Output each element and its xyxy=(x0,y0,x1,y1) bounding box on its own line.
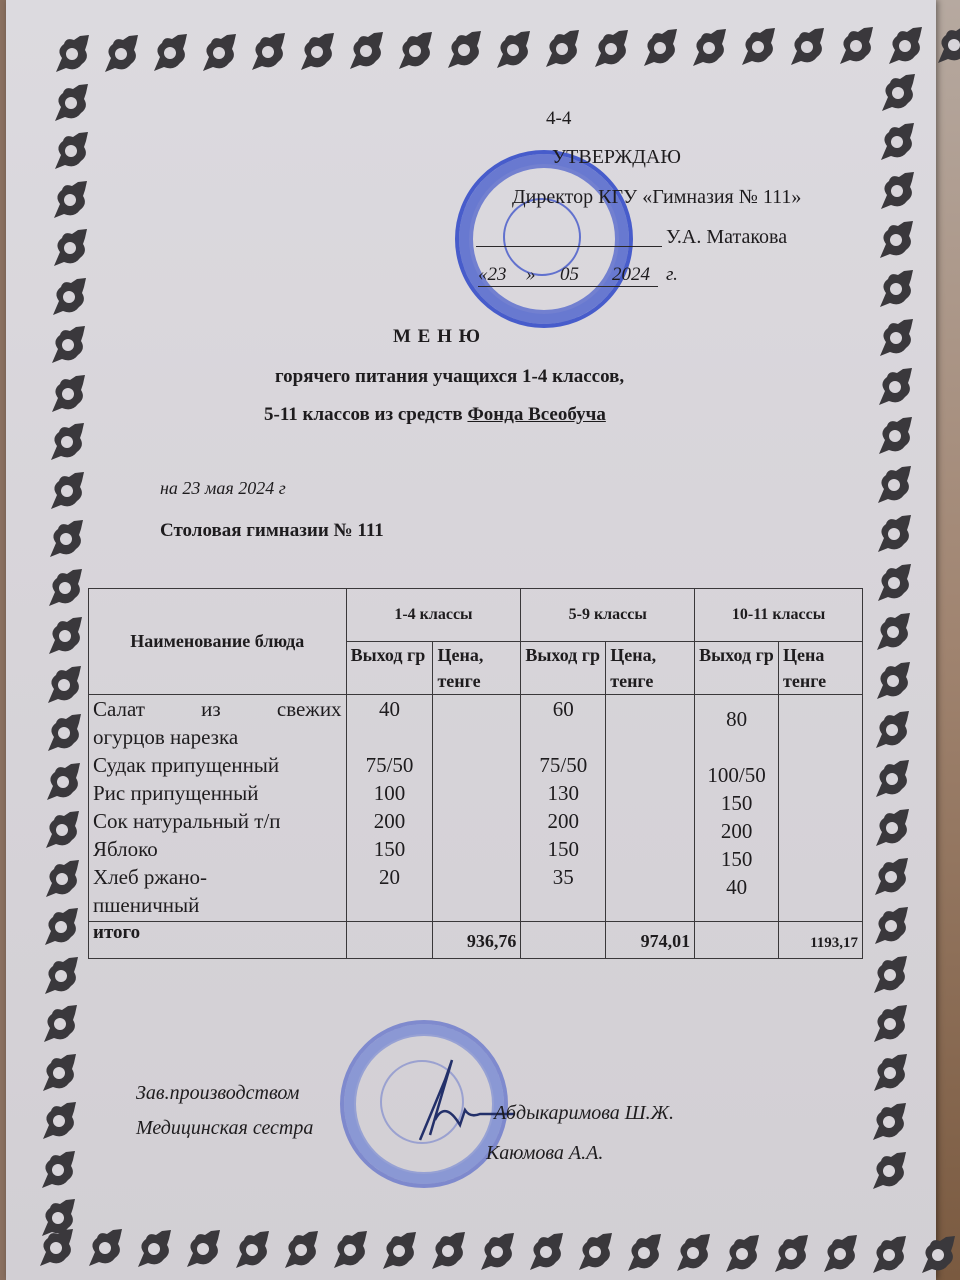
ornament-icon xyxy=(51,83,91,123)
yield-value: 150 xyxy=(720,847,753,871)
ornament-icon xyxy=(624,1233,664,1273)
production-role: Зав.производством xyxy=(136,1082,300,1104)
header-dish-name: Наименование блюда xyxy=(89,589,347,695)
ornament-icon xyxy=(36,1228,76,1268)
ornament-icon xyxy=(40,1004,80,1044)
official-stamp-top xyxy=(455,150,633,328)
yield-value: 40 xyxy=(726,875,748,899)
page-number: 4-4 xyxy=(546,108,572,129)
ornament-icon xyxy=(640,28,680,68)
ornament-icon xyxy=(44,713,84,753)
approval-date-sep: » xyxy=(526,264,536,285)
ornament-icon xyxy=(875,416,915,456)
ornament-icon xyxy=(836,26,876,66)
ornament-icon xyxy=(297,32,337,72)
subtitle-prefix: 5-11 классов из средств xyxy=(264,404,463,425)
ornament-icon xyxy=(869,1102,909,1142)
approval-position: Директор КГУ «Гимназия № 111» xyxy=(512,186,802,208)
dish-juice: Сок натуральный т/п xyxy=(93,809,281,833)
ornament-icon xyxy=(820,1234,860,1274)
ornament-icon xyxy=(47,471,87,511)
total-yield-10-11 xyxy=(695,922,779,959)
ornament-icon xyxy=(872,710,912,750)
document-title: М Е Н Ю xyxy=(393,326,482,347)
header-yield-1-4: Выход гр xyxy=(346,642,433,695)
ornament-icon xyxy=(874,465,914,505)
ornament-icon xyxy=(873,612,913,652)
approval-director-name: У.А. Матакова xyxy=(666,226,788,248)
nurse-role: Медицинская сестра xyxy=(136,1117,314,1139)
yield-value: 130 xyxy=(547,781,580,805)
table-row-dishes xyxy=(89,695,863,922)
yield-value: 80 xyxy=(726,707,748,731)
ornament-icon xyxy=(738,27,778,67)
ornament-icon xyxy=(877,122,917,162)
date-underline xyxy=(478,286,658,287)
ornament-icon xyxy=(871,906,911,946)
yield-value: 150 xyxy=(373,837,406,861)
ornament-icon xyxy=(542,29,582,69)
total-yield-1-4 xyxy=(346,922,433,959)
approval-date-year: 2024 xyxy=(612,264,650,285)
yield-value: 200 xyxy=(373,809,406,833)
ornament-icon xyxy=(934,25,960,65)
ornament-icon xyxy=(873,661,913,701)
ornament-icon xyxy=(42,859,82,899)
approval-date-month: 05 xyxy=(560,264,579,285)
ornament-icon xyxy=(876,269,916,309)
ornament-icon xyxy=(42,810,82,850)
ornament-icon xyxy=(428,1231,468,1271)
dish-apple: Яблоко xyxy=(93,837,158,861)
ornament-icon xyxy=(39,1101,79,1141)
ornament-icon xyxy=(870,1053,910,1093)
ornament-icon xyxy=(787,27,827,67)
yield-1-4-cell xyxy=(346,695,433,922)
dish-salad-line1: Салат из свежих xyxy=(93,697,342,721)
price-10-11-cell xyxy=(779,695,863,922)
yield-10-11-cell xyxy=(695,695,779,922)
menu-table xyxy=(88,588,863,959)
ornament-icon xyxy=(689,28,729,68)
document-subtitle-line2 xyxy=(264,404,606,426)
dish-salad-line2: огурцов нарезка xyxy=(93,725,239,749)
ornament-icon xyxy=(39,1053,79,1093)
ornament-icon xyxy=(877,171,917,211)
ornament-icon xyxy=(134,1229,174,1269)
ornament-icon xyxy=(526,1232,566,1272)
ornament-icon xyxy=(869,1235,909,1275)
ornament-icon xyxy=(46,519,86,559)
ornament-icon xyxy=(870,1004,910,1044)
ornament-icon xyxy=(872,759,912,799)
ornament-icon xyxy=(38,1150,78,1190)
ornament-icon xyxy=(771,1234,811,1274)
ornament-icon xyxy=(876,318,916,358)
ornament-icon xyxy=(45,568,85,608)
price-5-9-cell xyxy=(606,695,695,922)
dish-pikeperch: Судак припущенный xyxy=(93,753,280,777)
director-signature-line xyxy=(476,246,662,247)
header-group-5-9: 5-9 классы xyxy=(521,589,695,642)
header-price-10-11: Цена тенге xyxy=(779,642,863,695)
yield-value: 100/50 xyxy=(707,763,766,787)
ornament-icon xyxy=(379,1231,419,1271)
ornament-icon xyxy=(673,1233,713,1273)
dish-list-cell xyxy=(89,695,347,922)
ornament-icon xyxy=(722,1234,762,1274)
yield-value: 200 xyxy=(547,809,580,833)
canteen-name: Столовая гимназии № 111 xyxy=(160,520,384,541)
fund-name: Фонда Всеобуча xyxy=(467,404,606,425)
dish-bread-line2: пшеничный xyxy=(93,893,200,917)
ornament-icon xyxy=(43,762,83,802)
ornament-icon xyxy=(876,220,916,260)
ornament-icon xyxy=(51,131,91,171)
yield-value: 100 xyxy=(373,781,406,805)
ornament-icon xyxy=(85,1228,125,1268)
ornament-icon xyxy=(591,29,631,69)
approval-date-suffix: г. xyxy=(666,264,678,285)
ornament-icon xyxy=(150,33,190,73)
ornament-icon xyxy=(50,228,90,268)
ornament-icon xyxy=(47,422,87,462)
yield-value: 75/50 xyxy=(365,753,414,777)
yield-value: 60 xyxy=(552,697,574,721)
ornament-icon xyxy=(232,1230,272,1270)
ornament-icon xyxy=(41,956,81,996)
total-price-10-11: 1193,17 xyxy=(779,922,863,959)
ornament-icon xyxy=(49,277,89,317)
yield-value: 35 xyxy=(552,865,574,889)
header-group-1-4: 1-4 классы xyxy=(346,589,521,642)
header-group-10-11: 10-11 классы xyxy=(695,589,863,642)
ornament-icon xyxy=(101,34,141,74)
yield-value: 150 xyxy=(547,837,580,861)
ornament-icon xyxy=(878,73,918,113)
ornament-icon xyxy=(281,1230,321,1270)
total-price-1-4: 936,76 xyxy=(433,922,521,959)
ornament-icon xyxy=(183,1229,223,1269)
signature-scribble xyxy=(390,1040,520,1150)
ornament-icon xyxy=(871,857,911,897)
yield-value: 75/50 xyxy=(539,753,588,777)
price-1-4-cell xyxy=(433,695,521,922)
ornament-icon xyxy=(872,808,912,848)
yield-value: 20 xyxy=(379,865,400,889)
total-label: итого xyxy=(89,922,347,959)
ornament-icon xyxy=(575,1232,615,1272)
document-subtitle-line1: горячего питания учащихся 1-4 классов, xyxy=(275,366,625,387)
table-row-total xyxy=(89,922,863,959)
ornament-icon xyxy=(493,30,533,70)
ornament-icon xyxy=(444,30,484,70)
yield-value: 200 xyxy=(720,819,753,843)
yield-value: 150 xyxy=(720,791,753,815)
ornament-icon xyxy=(52,34,92,74)
ornament-icon xyxy=(248,32,288,72)
ornament-icon xyxy=(48,374,88,414)
ornament-icon xyxy=(885,26,925,66)
ornament-icon xyxy=(346,31,386,71)
header-price-5-9: Цена, тенге xyxy=(606,642,695,695)
ornament-icon xyxy=(477,1232,517,1272)
ornament-icon xyxy=(918,1235,958,1275)
ornament-icon xyxy=(199,33,239,73)
production-name: Абдыкаримова Ш.Ж. xyxy=(494,1102,674,1124)
yield-5-9-cell xyxy=(521,695,606,922)
total-price-5-9: 974,01 xyxy=(606,922,695,959)
ornament-icon xyxy=(869,1151,909,1191)
yield-value: 40 xyxy=(379,697,400,721)
ornament-icon xyxy=(45,616,85,656)
header-price-1-4: Цена, тенге xyxy=(433,642,521,695)
header-yield-5-9: Выход гр xyxy=(521,642,606,695)
ornament-icon xyxy=(41,907,81,947)
ornament-icon xyxy=(874,514,914,554)
ornament-icon xyxy=(44,665,84,705)
nurse-name: Каюмова А.А. xyxy=(486,1142,604,1164)
approval-date-open: «23 xyxy=(478,264,507,285)
ornament-icon xyxy=(874,563,914,603)
dish-rice: Рис припущенный xyxy=(93,781,259,805)
ornament-icon xyxy=(875,367,915,407)
dish-bread-line1: Хлеб ржано- xyxy=(93,865,207,889)
header-yield-10-11: Выход гр xyxy=(695,642,779,695)
total-yield-5-9 xyxy=(521,922,606,959)
ornament-icon xyxy=(48,325,88,365)
ornament-icon xyxy=(870,955,910,995)
table-header-row-groups xyxy=(89,589,863,642)
ornament-icon xyxy=(395,31,435,71)
ornament-icon xyxy=(50,180,90,220)
menu-date: на 23 мая 2024 г xyxy=(160,478,286,498)
approval-title: УТВЕРЖДАЮ xyxy=(552,146,681,168)
ornament-icon xyxy=(330,1230,370,1270)
